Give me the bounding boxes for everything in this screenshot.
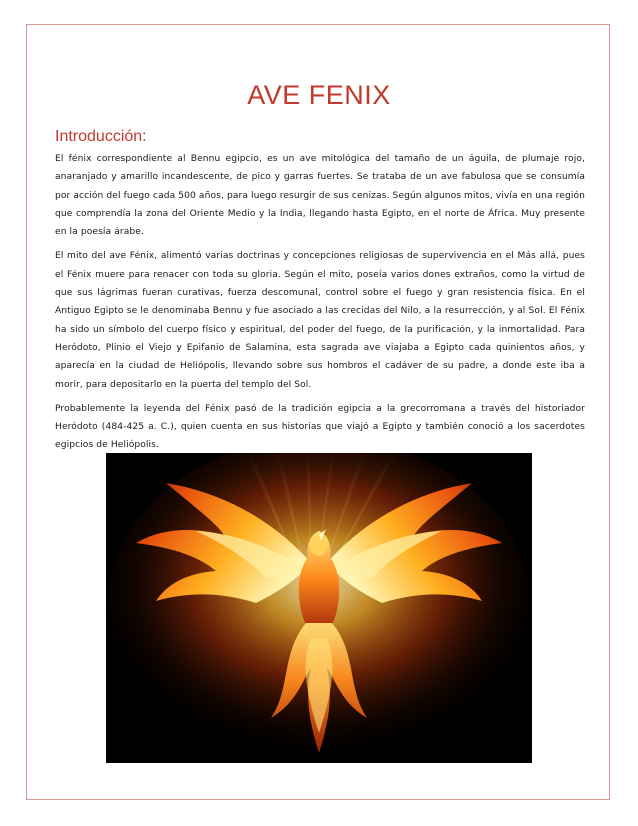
paragraph-2: El mito del ave Fénix, alimentó varias doctrinas y concepciones religiosas de supervivencia en el Más allá, pues el Fénix muere para renacer con toda su gloria. Según el mito, poseía varios dones extraños, como la virtud de que sus lágrimas fueran curativas, fuerza descomunal, control sobre el fuego y gran resistencia física. En el Antiguo Egipto se le denominaba Bennu y fue asociado a las crecidas del Nilo, a la resurrección, y al Sol. El Fénix ha sido un símbolo del cuerpo físico y espiritual, del poder del fuego, de la purificación, y la inmortalidad. Para Heródoto, Plinio el Viejo y Epifanio de Salamina, esta sagrada ave viajaba a Egipto cada quinientos años, y aparecía en la ciudad de Heliópolis, llevando sobre sus hombros el cadáver de su padre, a donde este iba a morir, para depositarlo en la puerta del templo del Sol. — [55, 251, 585, 390]
paragraph-3: Probablemente la leyenda del Fénix pasó de la tradición egipcia a la grecorromana a través del historiador Heródoto (484-425 a. C.), quien cuenta en sus historias que viajó a Egipto y también conoció a los sacerdotes egipcios de Heliópolis. — [55, 403, 585, 451]
phoenix-image — [106, 453, 532, 763]
document-body — [55, 128, 585, 461]
document-title: AVE FENIX — [247, 80, 391, 110]
section-heading: Introducción: — [55, 128, 147, 145]
paragraph-1: El fénix correspondiente al Bennu egipcio, es un ave mitológica del tamaño de un águila, de plumaje rojo, anaranjado y amarillo incandescente, de pico y garras fuertes. Se trataba de un ave fabulosa que se consumía por acción del fuego cada 500 años, para luego resurgir de sus cenizas. Según algunos mitos, vivía en una región que comprendía la zona del Oriente Medio y la India, llegando hasta Egipto, en el norte de África. Muy presente en la poesía árabe. — [55, 154, 585, 238]
phoenix-fire-illustration — [106, 453, 532, 763]
